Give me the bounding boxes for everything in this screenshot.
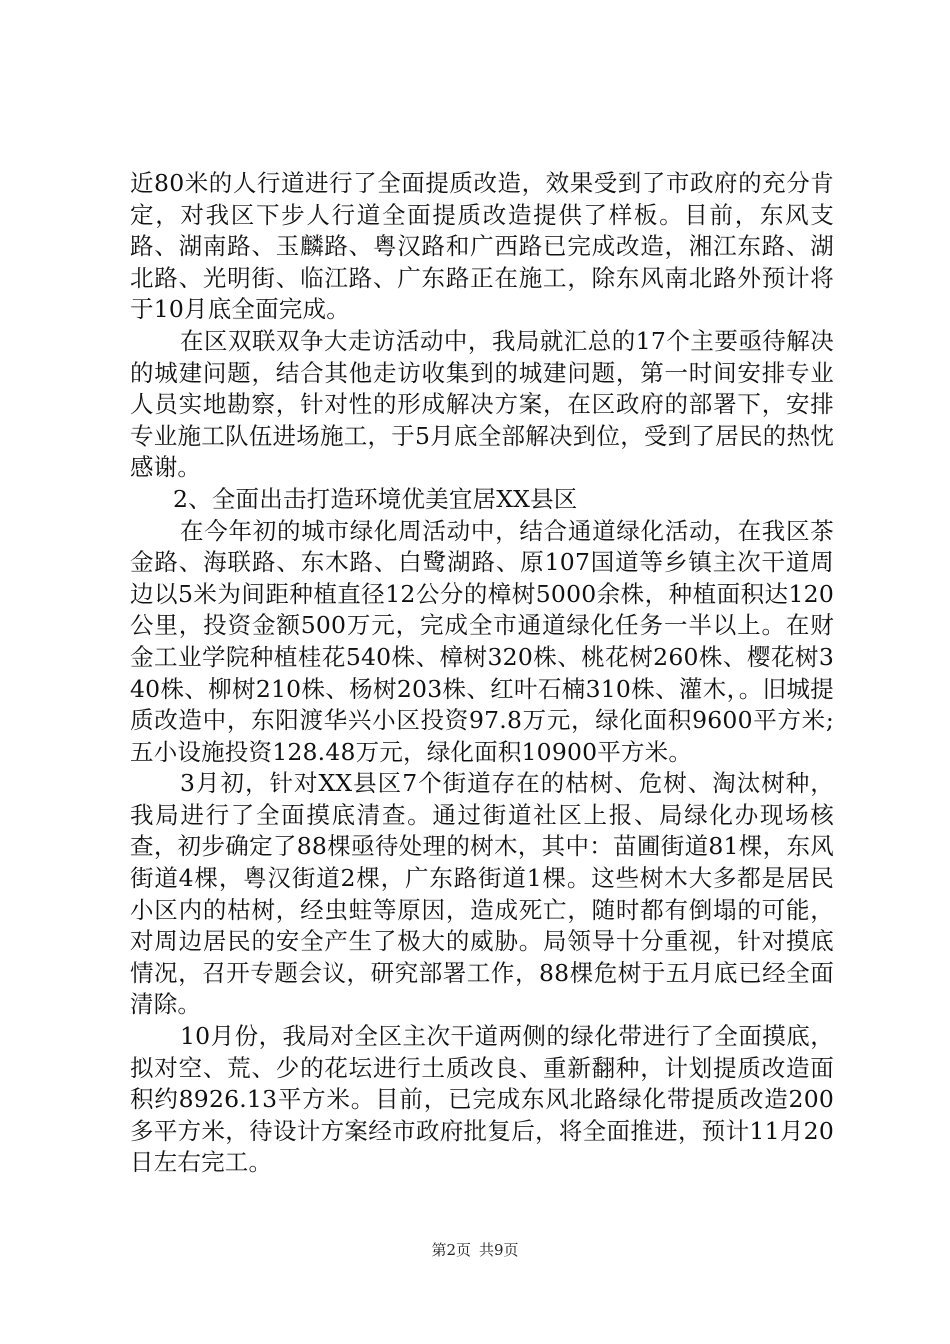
paragraph-dead-trees: 3月初，针对XX县区7个街道存在的枯树、危树、淘汰树种，我局进行了全面摸底清查。通过街道社区上报、局绿化办现场核查，初步确定了88棵亟待处理的树木，其中：苗圃街道81棵，东风街道4棵，粤汉街道2棵，广东路街道1棵。这些树木大多都是居民小区内的枯树，经虫蛀等原因，造成死亡，随时都有倒塌的可能，对周边居民的安全产生了极大的威胁。局领导十分重视，针对摸底情况，召开专题会议，研究部署工作，88棵危树于五月底已经全面清除。 xyxy=(130,769,834,1019)
paragraph-green-belt: 10月份，我局对全区主次干道两侧的绿化带进行了全面摸底，拟对空、荒、少的花坛进行土质改良、重新翻种，计划提质改造面积约8926.13平方米。目前，已完成东风北路绿化带提质改造200多平方米，待设计方案经市政府批复后，将全面推进，预计11月20日左右完工。 xyxy=(130,1022,834,1177)
paragraph-greening-week: 在今年初的城市绿化周活动中，结合通道绿化活动，在我区茶金路、海联路、东木路、白鹭湖路、原107国道等乡镇主次干道周边以5米为间距种植直径12公分的樟树5000余株，种植面积达120公里，投资金额500万元，完成全市通道绿化任务一半以上。在财金工业学院种植桂花540株、樟树320株、桃花树260株、樱花树340株、柳树210株、杨树203株、红叶石楠310株、灌木，。旧城提质改造中，东阳渡华兴小区投资97.8万元，绿化面积9600平方米;五小设施投资128.48万元，绿化面积10900平方米。 xyxy=(130,516,834,766)
paragraph-sidewalk-renovation: 近80米的人行道进行了全面提质改造，效果受到了市政府的充分肯定，对我区下步人行道全面提质改造提供了样板。目前，东风支路、湖南路、玉麟路、粤汉路和广西路已完成改造，湘江东路、湖北路、光明街、临江路、广东路正在施工，除东风南北路外预计将于10月底全面完成。 xyxy=(130,169,834,324)
page-total: 共9页 xyxy=(479,1241,519,1259)
section-heading: 2、全面出击打造环境优美宜居XX县区 xyxy=(173,484,578,513)
page-number: 第2页 xyxy=(431,1241,471,1259)
paragraph-visit-campaign: 在区双联双争大走访活动中，我局就汇总的17个主要亟待解决的城建问题，结合其他走访收集到的城建问题，第一时间安排专业人员实地勘察，针对性的形成解决方案，在区政府的部署下，安排专业施工队伍进场施工，于5月底全部解决到位，受到了居民的热忱感谢。 xyxy=(130,326,834,482)
page-footer xyxy=(0,1240,950,1260)
document-body xyxy=(130,168,834,1179)
